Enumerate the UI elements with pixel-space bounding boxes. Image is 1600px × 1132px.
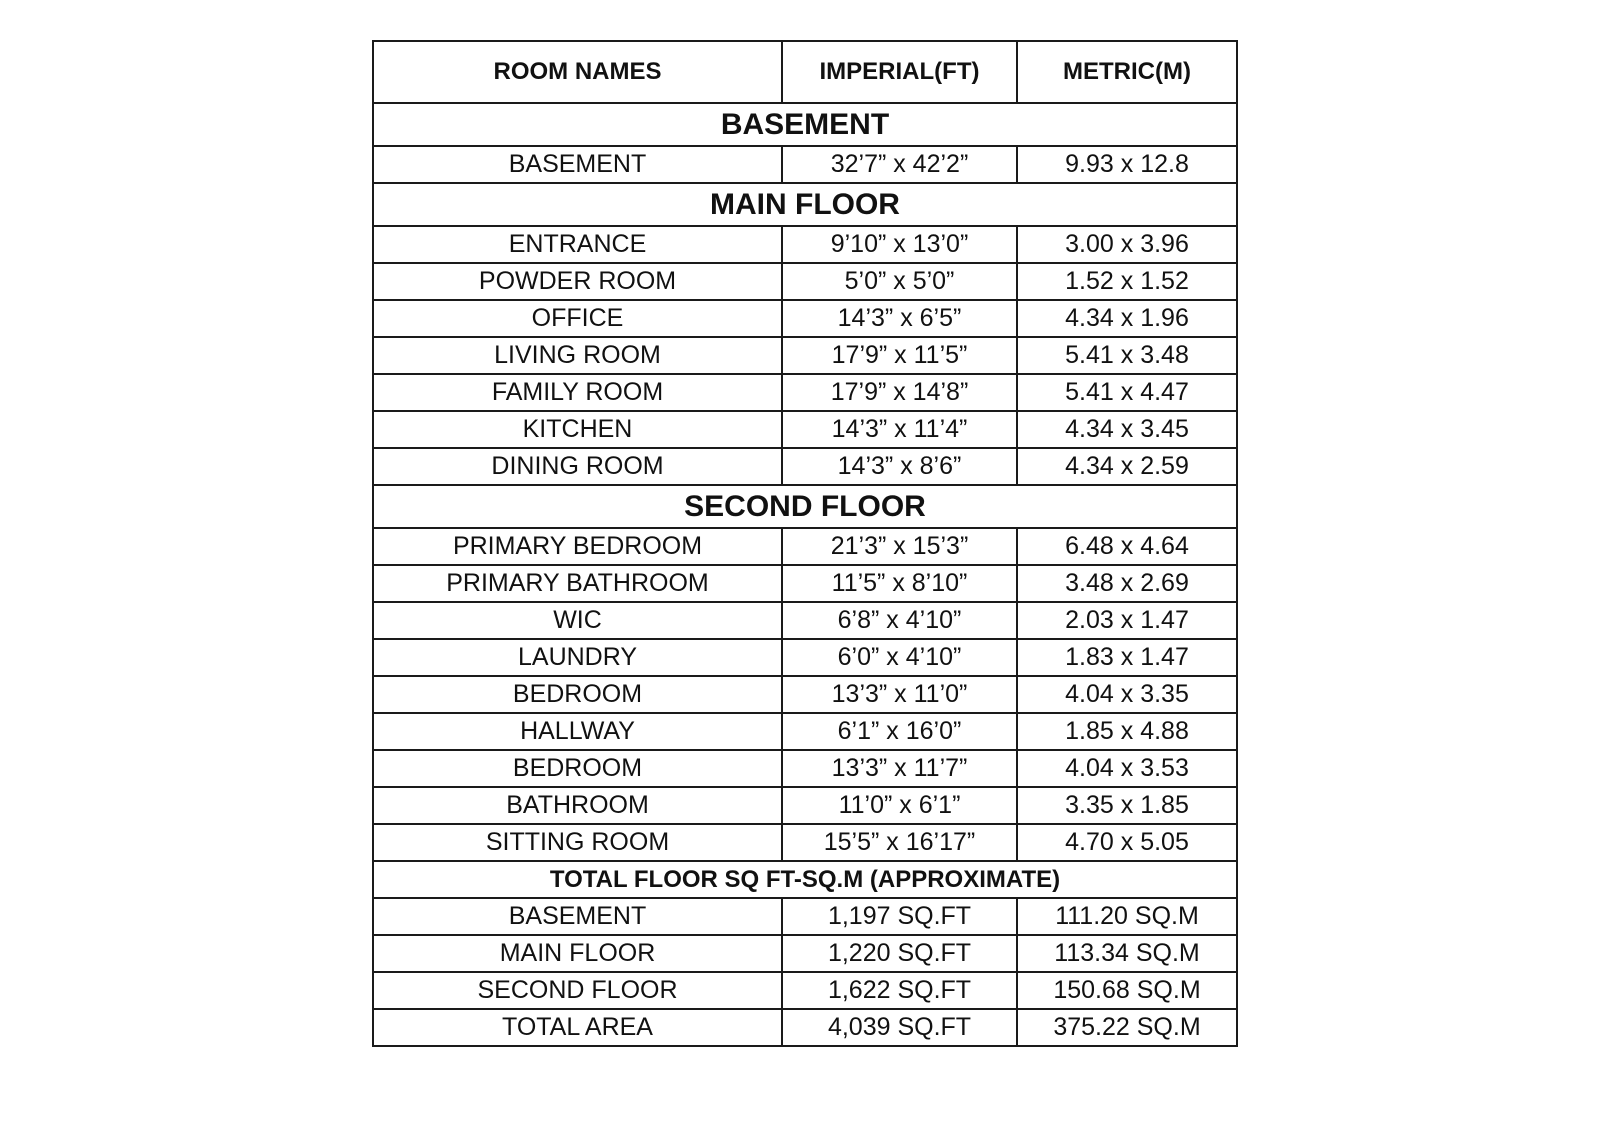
section-title: SECOND FLOOR — [373, 485, 1237, 528]
metric-size: 3.00 x 3.96 — [1017, 226, 1237, 263]
section-title: MAIN FLOOR — [373, 183, 1237, 226]
imperial-size: 9’10” x 13’0” — [782, 226, 1017, 263]
room-dimensions-sheet — [372, 40, 1236, 1047]
imperial-size: 14’3” x 11’4” — [782, 411, 1017, 448]
table-row — [373, 1009, 1237, 1046]
table-row — [373, 565, 1237, 602]
table-row — [373, 337, 1237, 374]
table-row — [373, 972, 1237, 1009]
table-row — [373, 300, 1237, 337]
imperial-area: 4,039 SQ.FT — [782, 1009, 1017, 1046]
room-name: SITTING ROOM — [373, 824, 782, 861]
imperial-size: 13’3” x 11’0” — [782, 676, 1017, 713]
metric-size: 9.93 x 12.8 — [1017, 146, 1237, 183]
metric-size: 1.52 x 1.52 — [1017, 263, 1237, 300]
imperial-size: 15’5” x 16’17” — [782, 824, 1017, 861]
imperial-area: 1,622 SQ.FT — [782, 972, 1017, 1009]
imperial-size: 21’3” x 15’3” — [782, 528, 1017, 565]
metric-size: 4.04 x 3.35 — [1017, 676, 1237, 713]
table-row — [373, 935, 1237, 972]
floor-name: SECOND FLOOR — [373, 972, 782, 1009]
imperial-size: 13’3” x 11’7” — [782, 750, 1017, 787]
imperial-size: 5’0” x 5’0” — [782, 263, 1017, 300]
imperial-size: 17’9” x 14’8” — [782, 374, 1017, 411]
table-row — [373, 750, 1237, 787]
imperial-size: 17’9” x 11’5” — [782, 337, 1017, 374]
floor-name: MAIN FLOOR — [373, 935, 782, 972]
room-name: FAMILY ROOM — [373, 374, 782, 411]
imperial-size: 6’0” x 4’10” — [782, 639, 1017, 676]
section-title: BASEMENT — [373, 103, 1237, 146]
table-row — [373, 787, 1237, 824]
room-name: BASEMENT — [373, 146, 782, 183]
metric-size: 4.34 x 3.45 — [1017, 411, 1237, 448]
table-row — [373, 448, 1237, 485]
table-row — [373, 898, 1237, 935]
imperial-size: 6’1” x 16’0” — [782, 713, 1017, 750]
table-row — [373, 824, 1237, 861]
table-row — [373, 411, 1237, 448]
metric-size: 3.48 x 2.69 — [1017, 565, 1237, 602]
table-row — [373, 374, 1237, 411]
imperial-size: 11’5” x 8’10” — [782, 565, 1017, 602]
room-name: BEDROOM — [373, 750, 782, 787]
table-row — [373, 676, 1237, 713]
section-main-floor — [373, 183, 1237, 226]
room-name: BEDROOM — [373, 676, 782, 713]
metric-size: 3.35 x 1.85 — [1017, 787, 1237, 824]
room-name: OFFICE — [373, 300, 782, 337]
imperial-size: 32’7” x 42’2” — [782, 146, 1017, 183]
metric-size: 2.03 x 1.47 — [1017, 602, 1237, 639]
room-dimensions-table — [372, 40, 1238, 1047]
section-title: TOTAL FLOOR SQ FT-SQ.M (APPROXIMATE) — [373, 861, 1237, 898]
section-total-floor-area — [373, 861, 1237, 898]
metric-size: 5.41 x 4.47 — [1017, 374, 1237, 411]
section-second-floor — [373, 485, 1237, 528]
metric-size: 6.48 x 4.64 — [1017, 528, 1237, 565]
table-row — [373, 146, 1237, 183]
room-name: ENTRANCE — [373, 226, 782, 263]
table-row — [373, 528, 1237, 565]
metric-size: 1.83 x 1.47 — [1017, 639, 1237, 676]
imperial-area: 1,197 SQ.FT — [782, 898, 1017, 935]
header-room-names: ROOM NAMES — [373, 41, 782, 103]
header-imperial: IMPERIAL(FT) — [782, 41, 1017, 103]
imperial-size: 14’3” x 6’5” — [782, 300, 1017, 337]
table-row — [373, 639, 1237, 676]
table-header-row — [373, 41, 1237, 103]
room-name: HALLWAY — [373, 713, 782, 750]
imperial-size: 6’8” x 4’10” — [782, 602, 1017, 639]
room-name: WIC — [373, 602, 782, 639]
metric-area: 150.68 SQ.M — [1017, 972, 1237, 1009]
metric-size: 5.41 x 3.48 — [1017, 337, 1237, 374]
section-basement — [373, 103, 1237, 146]
room-name: LAUNDRY — [373, 639, 782, 676]
metric-size: 1.85 x 4.88 — [1017, 713, 1237, 750]
imperial-area: 1,220 SQ.FT — [782, 935, 1017, 972]
room-name: LIVING ROOM — [373, 337, 782, 374]
table-row — [373, 602, 1237, 639]
metric-size: 4.70 x 5.05 — [1017, 824, 1237, 861]
metric-area: 113.34 SQ.M — [1017, 935, 1237, 972]
imperial-size: 14’3” x 8’6” — [782, 448, 1017, 485]
floor-name: TOTAL AREA — [373, 1009, 782, 1046]
header-metric: METRIC(M) — [1017, 41, 1237, 103]
room-name: DINING ROOM — [373, 448, 782, 485]
room-name: PRIMARY BEDROOM — [373, 528, 782, 565]
room-name: POWDER ROOM — [373, 263, 782, 300]
room-name: BATHROOM — [373, 787, 782, 824]
table-row — [373, 713, 1237, 750]
metric-area: 111.20 SQ.M — [1017, 898, 1237, 935]
table-row — [373, 263, 1237, 300]
metric-size: 4.34 x 1.96 — [1017, 300, 1237, 337]
floor-name: BASEMENT — [373, 898, 782, 935]
room-name: PRIMARY BATHROOM — [373, 565, 782, 602]
room-name: KITCHEN — [373, 411, 782, 448]
imperial-size: 11’0” x 6’1” — [782, 787, 1017, 824]
metric-size: 4.04 x 3.53 — [1017, 750, 1237, 787]
table-row — [373, 226, 1237, 263]
metric-area: 375.22 SQ.M — [1017, 1009, 1237, 1046]
metric-size: 4.34 x 2.59 — [1017, 448, 1237, 485]
